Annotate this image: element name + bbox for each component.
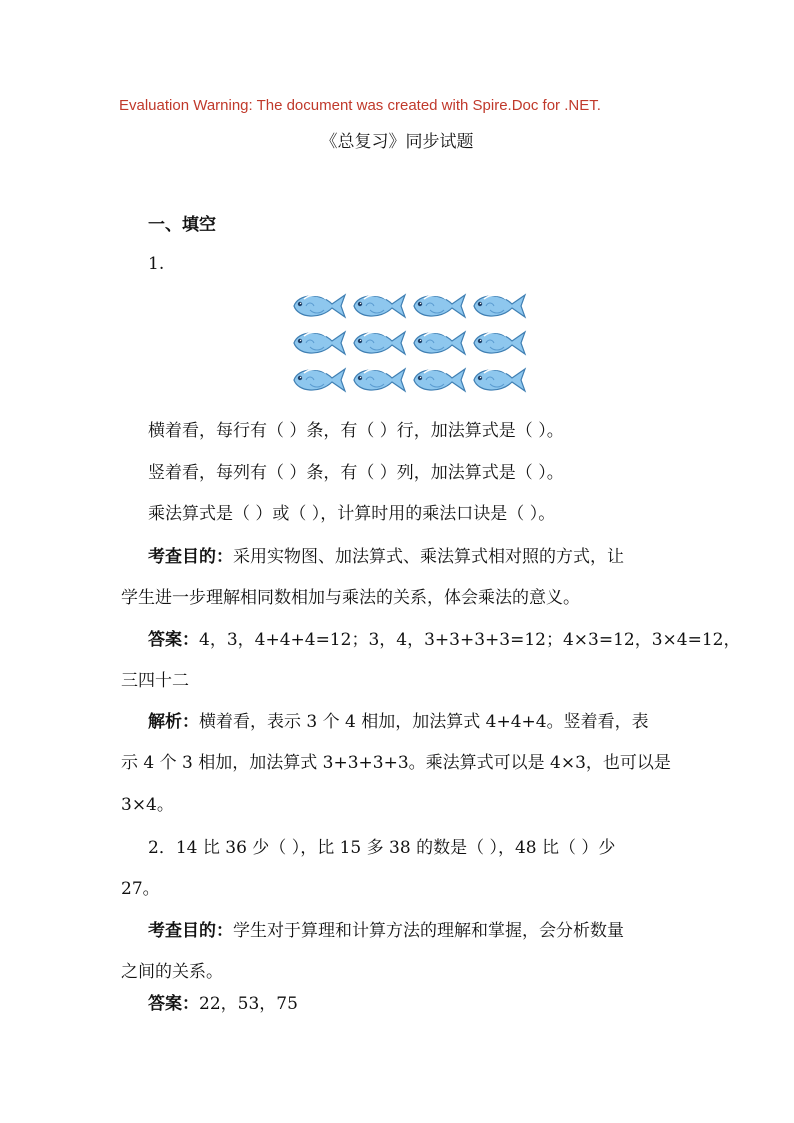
- fish-icon: [290, 290, 348, 322]
- fish-icon: [410, 327, 468, 359]
- section-heading: 一、填空: [148, 215, 216, 235]
- purpose-label: 考查目的：: [148, 921, 233, 941]
- q1-purpose-cont: 学生进一步理解相同数相加与乘法的关系，体会乘法的意义。: [121, 588, 580, 608]
- q1-line-3: 乘法算式是（ ）或（ ），计算时用的乘法口诀是（ ）。: [148, 504, 556, 524]
- fish-icon: [470, 364, 528, 396]
- analysis-text: 横着看，表示 3 个 4 相加，加法算式 4+4+4。竖着看，表: [199, 712, 649, 732]
- q1-analysis-cont-2: 3×4。: [121, 795, 174, 815]
- question-1-number: 1.: [148, 254, 165, 274]
- fish-icon: [470, 290, 528, 322]
- q1-purpose: [148, 544, 624, 570]
- answer-label: 答案：: [148, 994, 199, 1014]
- q2-purpose-cont: 之间的关系。: [121, 962, 223, 982]
- purpose-label: 考查目的：: [148, 547, 233, 567]
- fish-illustration: [290, 290, 532, 398]
- q1-analysis-cont-1: 示 4 个 3 相加，加法算式 3+3+3+3。乘法算式可以是 4×3，也可以是: [121, 753, 671, 773]
- q2-answer: [148, 991, 298, 1017]
- q2-line-2: 27。: [121, 879, 160, 899]
- page-title: 《总复习》同步试题: [320, 132, 474, 152]
- purpose-text: 采用实物图、加法算式、乘法算式相对照的方式，让: [233, 547, 624, 567]
- fish-icon: [290, 364, 348, 396]
- fish-icon: [350, 327, 408, 359]
- q1-answer-cont: 三四十二: [121, 671, 189, 691]
- fish-icon: [350, 364, 408, 396]
- q1-analysis: [148, 709, 649, 735]
- fish-icon: [410, 290, 468, 322]
- q2-purpose: [148, 918, 624, 944]
- answer-label: 答案：: [148, 630, 199, 650]
- q2-line-1: 2．14 比 36 少（ ），比 15 多 38 的数是（ ），48 比（ ）少: [148, 838, 616, 858]
- q1-line-1: 横着看，每行有（ ）条，有（ ）行，加法算式是（ ）。: [148, 421, 564, 441]
- q1-answer: [148, 627, 740, 653]
- fish-icon: [470, 327, 528, 359]
- answer-text: 22，53，75: [199, 994, 298, 1014]
- analysis-label: 解析：: [148, 712, 199, 732]
- answer-text: 4，3，4+4+4=12；3，4，3+3+3+3=12；4×3=12，3×4=12，: [199, 630, 741, 650]
- fish-icon: [290, 327, 348, 359]
- q1-line-2: 竖着看，每列有（ ）条，有（ ）列，加法算式是（ ）。: [148, 463, 564, 483]
- fish-icon: [410, 364, 468, 396]
- watermark-warning: Evaluation Warning: The document was created with Spire.Doc for .NET.: [119, 97, 601, 114]
- purpose-text: 学生对于算理和计算方法的理解和掌握，会分析数量: [233, 921, 624, 941]
- fish-icon: [350, 290, 408, 322]
